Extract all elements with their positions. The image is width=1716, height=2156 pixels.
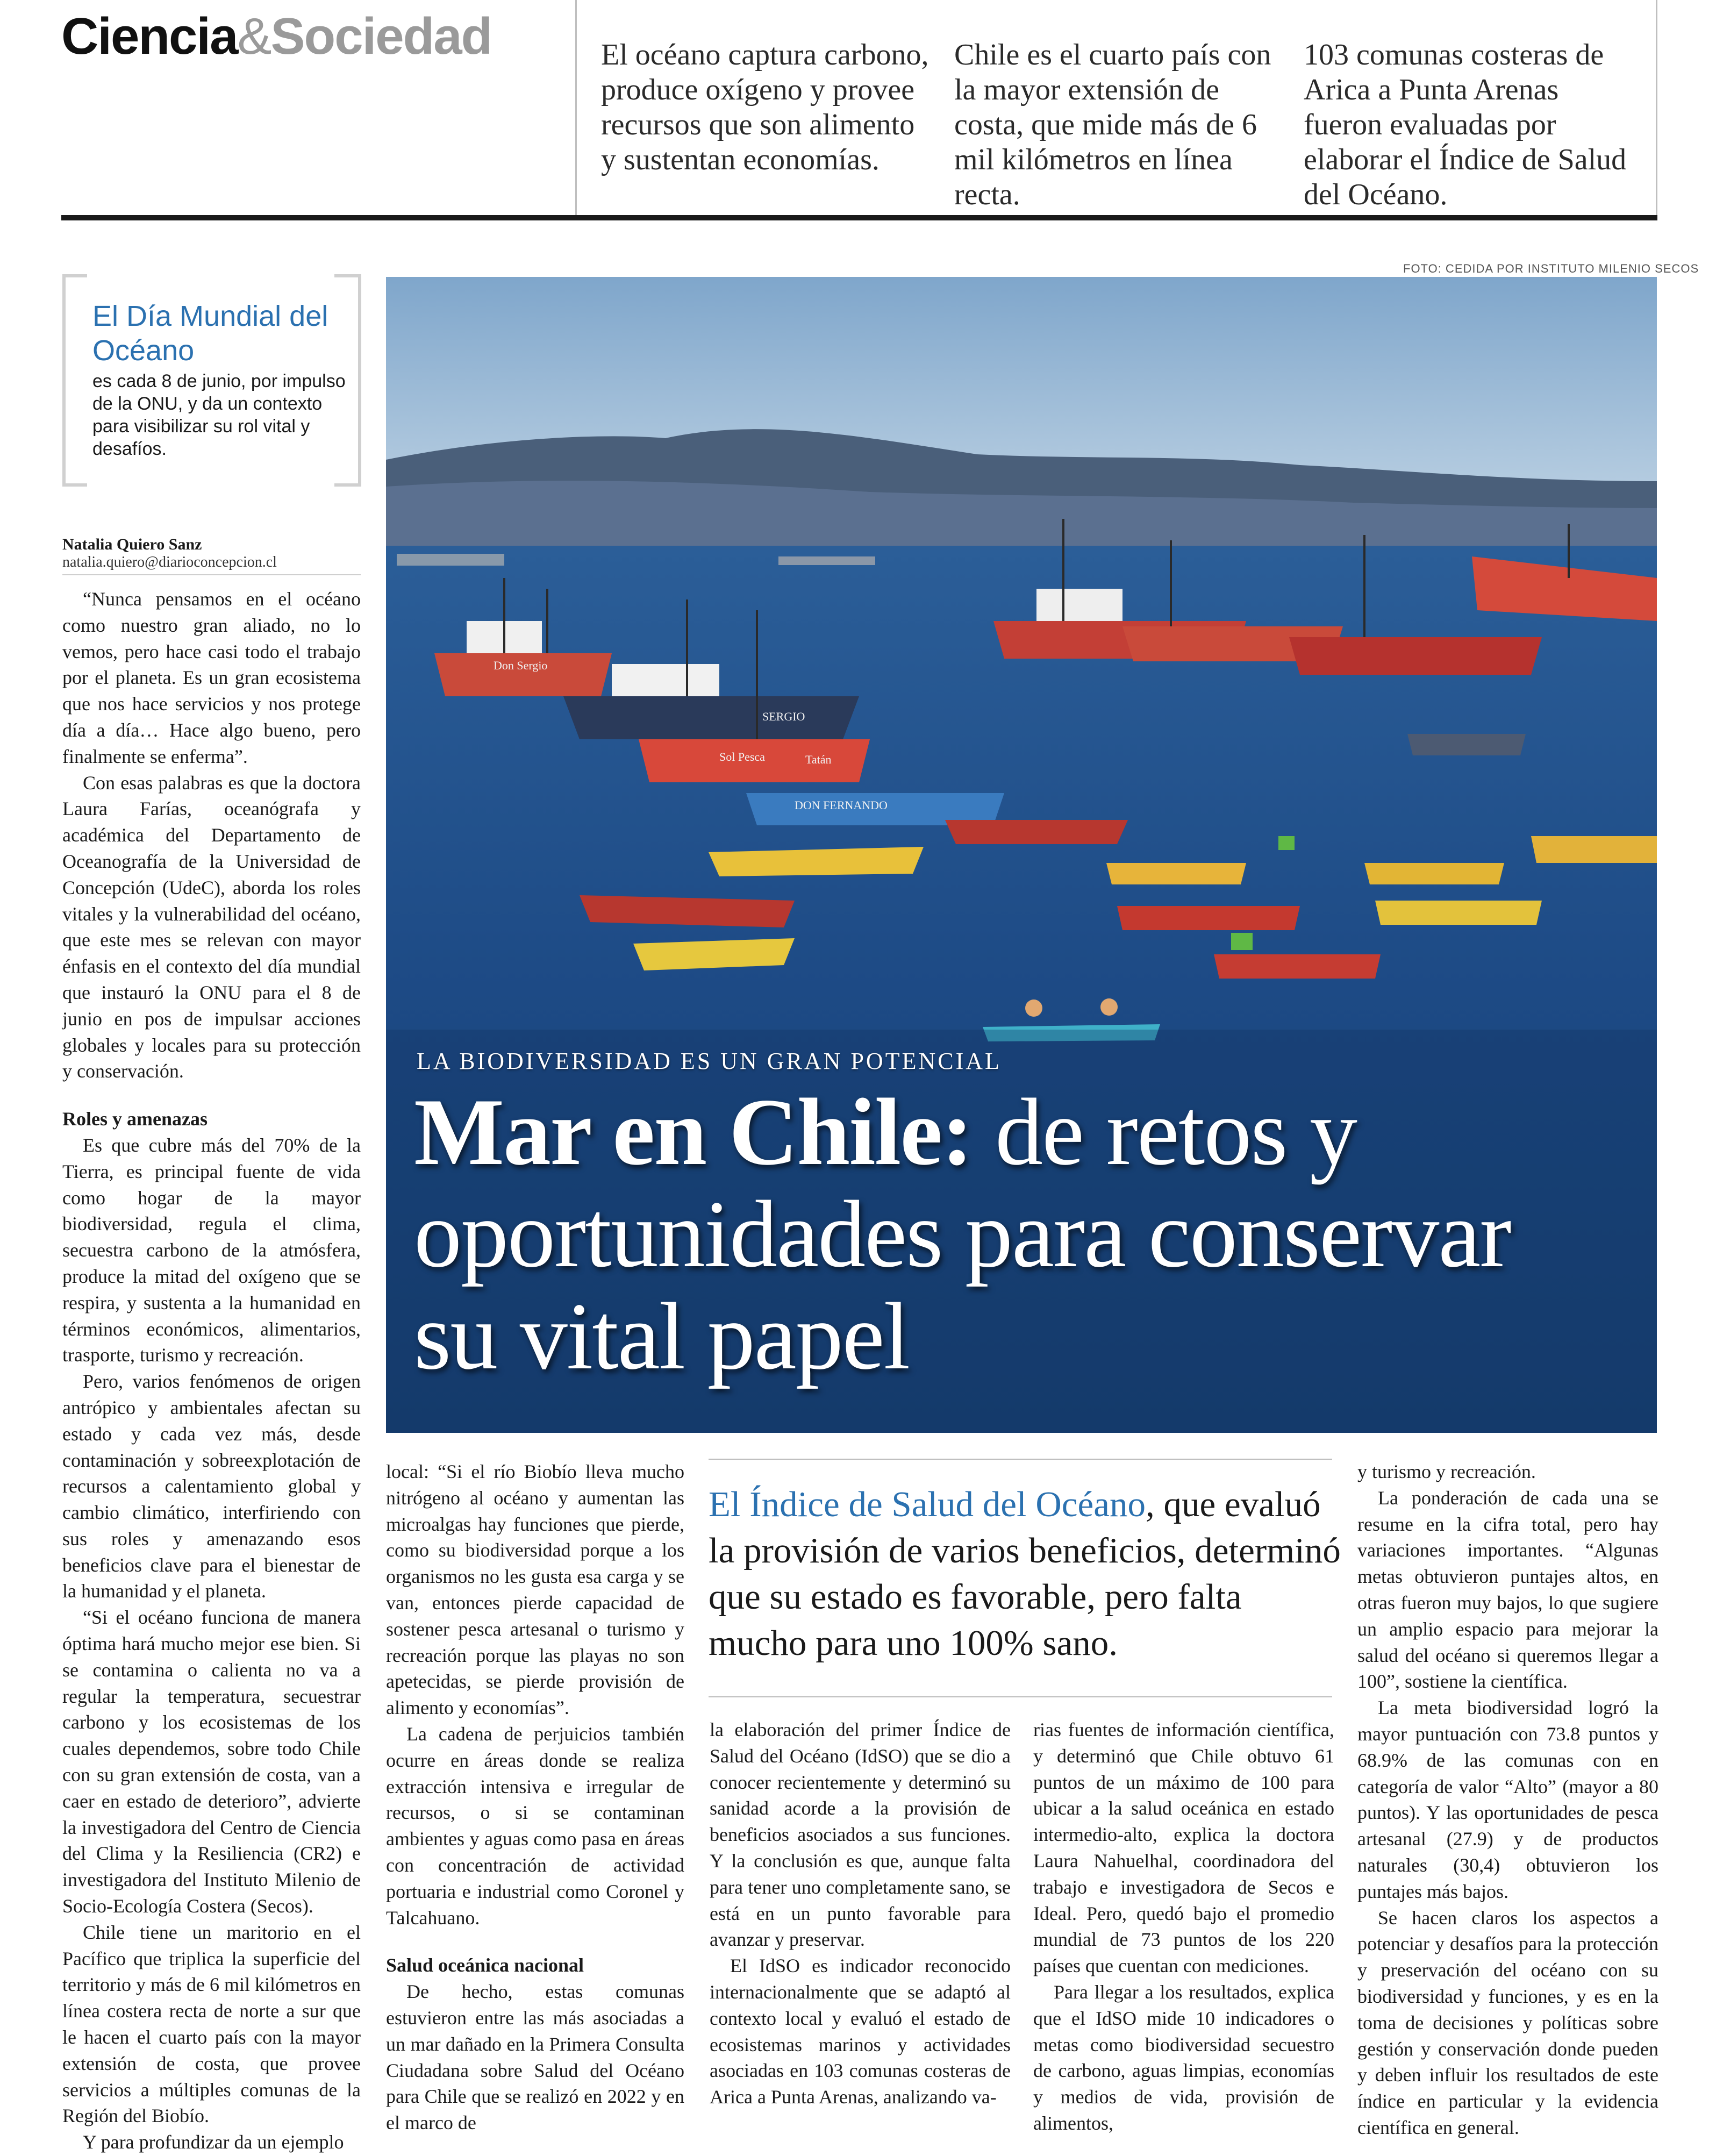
body-column-2	[386, 1459, 684, 2136]
body-column-4	[1033, 1717, 1334, 2137]
header-rule	[61, 215, 1657, 220]
headline-bold: Mar en Chile:	[414, 1079, 973, 1185]
header-divider	[575, 0, 577, 218]
header-box-border	[1656, 0, 1657, 218]
paragraph: Con esas palabras es que la doctora Laura Farías, oceanógrafa y académica del Departamento de Oceanografía de la Universidad de Concepción (UdeC), aborda los roles vitales y la vulnerabilidad del océano, que este mes se relevan con mayor énfasis en el contexto del día mundial que instauró la ONU para el 8 de junio en pos de impulsar acciones globales y locales para su protección y conservación.	[62, 772, 361, 1082]
body-column-1	[62, 586, 361, 2155]
headline-rest: de retos y oportunidades para conservar su vital papel	[414, 1079, 1511, 1389]
header-fact-communes: 103 comunas costeras de Arica a Punta Arenas fueron evaluadas por elaborar el Índice de Salud del Océano.	[1304, 38, 1627, 211]
boat-label: Sol Pesca	[719, 750, 765, 763]
boat-label: DON FERNANDO	[795, 798, 888, 812]
paragraph: “Si el océano funciona de manera óptima hará mucho mejor ese bien. Si se contamina o calienta no va a regular la temperatura, secuestrar carbono y los ecosistemas de los cuales dependemos, sobre todo Chile con su gran extensión de costa, van a caer en estado de deterioro”, advierte la investigadora del Centro de Ciencia del Clima y la Resiliencia (CR2) e investigadora del Instituto Milenio de Socio-Ecología Costera (Secos).	[62, 1607, 361, 1917]
paragraph: local: “Si el río Biobío lleva mucho nitrógeno al océano y aumentan las microalgas hay funciones que pierde, como su biodiversidad porque a los organismos no les gusta esa carga y se van, entonces pierde capacidad de sostener pesca artesanal o turismo y recreación porque las playas no son apetecidas, se pierde provisión de alimento y economías”.	[386, 1461, 684, 1719]
section-title	[61, 5, 491, 67]
header-fact-coast: Chile es el cuarto país con la mayor extensión de costa, que mide más de 6 mil kilómetros en línea recta.	[954, 38, 1271, 211]
subheading-salud: Salud oceánica nacional	[386, 1954, 584, 1976]
body-column-3	[710, 1717, 1011, 2110]
paragraph: rias fuentes de información científica, y determinó que Chile obtuvo 61 puntos de un máximo de 100 para ubicar a la salud oceánica en estado intermedio-alto, explica la doctora Laura Nahuelhal, coordinadora del trabajo e investigadora de Secos e Ideal. Pero, quedó bajo el promedio mundial de 73 puntos de los 220 países que cuentan con mediciones.	[1033, 1719, 1334, 1977]
paragraph: La meta biodiversidad logró la mayor puntuación con 73.8 puntos y 68.9% de las comunas con en categoría de valor “Alto” (mayor a 80 puntos). Y las oportunidades de pesca artesanal (27.9) y de productos naturales (30,4) obtuvieron los puntajes más bajos.	[1357, 1697, 1658, 1902]
paragraph: “Nunca pensamos en el océano como nuestro gran aliado, no lo vemos, pero hace casi todo el trabajo por el planeta. Es un gran ecosistema que nos hace servicios y nos protege día a día… Hace algo bueno, pero finalmente se enferma”.	[62, 588, 361, 767]
paragraph: Para llegar a los resultados, explica que el IdSO mide 10 indicadores o metas como biodiversidad secuestro de carbono, aguas limpias, economías y medios de vida, provisión de alimentos,	[1033, 1981, 1334, 2134]
pullquote	[709, 1481, 1343, 1666]
pullquote-rule-top	[709, 1459, 1332, 1460]
byline-author: Natalia Quiero Sanz	[62, 536, 202, 553]
section-title-sociedad: Sociedad	[270, 8, 492, 65]
paragraph: Pero, varios fenómenos de origen antrópico y ambientales afectan su estado y cada vez más, desde contaminación y sobreexplotación de recursos a calentamiento global y cambio climático, interfiriendo con sus roles y amenazando esos beneficios clave para el bienestar de la humanidad y el planeta.	[62, 1370, 361, 1602]
paragraph: Es que cubre más del 70% de la Tierra, es principal fuente de vida como hogar de la mayor biodiversidad, regula el clima, secuestra carbono de la atmósfera, produce la mitad del oxígeno que se respira, y sustenta a la humanidad en términos económicos, alimentarios, trasporte, turismo y recreación.	[62, 1134, 361, 1366]
body-column-5	[1357, 1459, 1658, 2141]
paragraph: De hecho, estas comunas estuvieron entre las más asociadas a un mar dañado en la Primera Consulta Ciudadana sobre Salud del Océano para Chile que se realizó en 2022 y en el marco de	[386, 1981, 684, 2134]
photo-credit: FOTO: CEDIDA POR INSTITUTO MILENIO SECOS	[1403, 262, 1699, 275]
paragraph: Y para profundizar da un ejemplo	[83, 2131, 344, 2153]
boat-label: Don Sergio	[494, 659, 548, 672]
pullquote-rule-bottom	[709, 1696, 1332, 1697]
section-title-ciencia: Ciencia	[61, 8, 238, 65]
callout-box	[62, 274, 361, 487]
paragraph: Se hacen claros los aspectos a potenciar y desafíos para la protección y preservación del océano con su biodiversidad y funciones, y es en la toma de decisiones y políticas sobre gestión y conservación donde pueden y deben influir los resultados de este índice en particular y la evidencia científica en general.	[1357, 1907, 1658, 2138]
paragraph: la elaboración del primer Índice de Salud del Océano (IdSO) que se dio a conocer recientemente y determinó su sanidad acorde a la provisión de beneficios asociados a sus funciones. Y la conclusión es que, aunque falta para tener uno completamente sano, se está en un punto favorable para avanzar y preservar.	[710, 1719, 1011, 1951]
header-fact-carbon: El océano captura carbono, produce oxígeno y provee recursos que son alimento y sustentan economías.	[601, 38, 929, 176]
byline-email[interactable]: natalia.quiero@diarioconcepcion.cl	[62, 554, 277, 570]
callout-title: El Día Mundial del Océano	[92, 300, 328, 367]
section-title-ampersand: &	[237, 8, 271, 65]
headline-kicker: LA BIODIVERSIDAD ES UN GRAN POTENCIAL	[417, 1048, 1002, 1074]
headline	[414, 1081, 1597, 1387]
byline-rule	[62, 574, 361, 575]
boat-label: SERGIO	[762, 710, 805, 723]
subheading-roles: Roles y amenazas	[62, 1108, 208, 1130]
pullquote-lead: El Índice de Salud del Océano	[709, 1484, 1146, 1524]
paragraph: La cadena de perjuicios también ocurre en áreas donde se realiza extracción intensiva e irregular de recursos, o si se contaminan ambientes y aguas como pasa en áreas con concentración de actividad portuaria e industrial como Coronel y Talcahuano.	[386, 1723, 684, 1929]
boat-label: Tatán	[805, 753, 832, 766]
paragraph: La ponderación de cada una se resume en la cifra total, pero hay variaciones importantes. “Algunas metas obtuvieron puntajes altos, en otras fueron muy bajos, lo que sugiere un amplio espacio para mejorar la salud del océano si queremos llegar a 100”, sostiene la científica.	[1357, 1487, 1658, 1693]
callout-body: es cada 8 de junio, por impulso de la ONU, y da un contexto para visibilizar su rol vital y desafíos.	[92, 371, 346, 459]
pullquote-rest: , que evaluó la provisión de varios beneficios, determinó que su estado es favorable, pero falta mucho para uno 100% sano.	[709, 1484, 1341, 1663]
paragraph: El IdSO es indicador reconocido internacionalmente que se adaptó al contexto local y evaluó el estado de ecosistemas marinos y actividades asociadas en 103 comunas costeras de Arica a Punta Arenas, analizando va-	[710, 1955, 1011, 2108]
paragraph: Chile tiene un maritorio en el Pacífico que triplica la superficie del territorio y más de 6 mil kilómetros en línea costera recta de norte a sur que le hacen el cuarto país con la mayor extensión de costa, que provee servicios a múltiples comunas de la Región del Biobío.	[62, 1921, 361, 2127]
paragraph: y turismo y recreación.	[1357, 1461, 1536, 1482]
